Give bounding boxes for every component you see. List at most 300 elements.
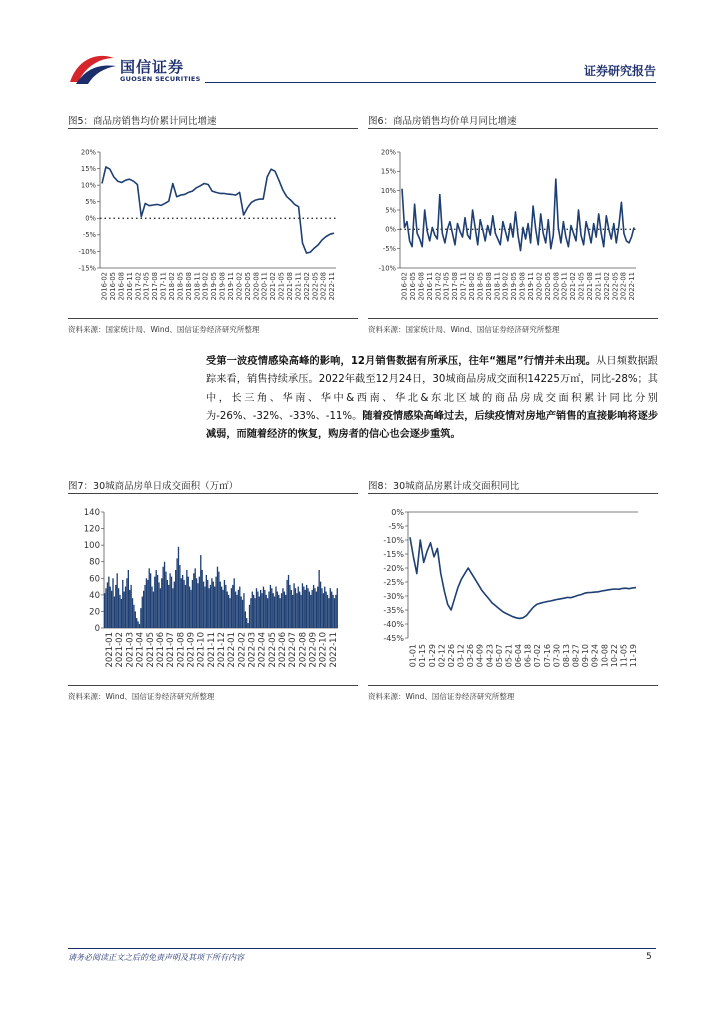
fig7-source: 资料来源：Wind、国信证券经济研究所整理 xyxy=(68,692,215,701)
fig5-title-rule xyxy=(68,128,358,129)
fig6-chart xyxy=(368,140,658,310)
chart-fig7-bar xyxy=(281,593,282,628)
chart-fig7-xtick-label: 2022-04 xyxy=(257,632,268,668)
chart-fig7-bar xyxy=(242,600,243,628)
chart-fig8-xtick-label: 11-19 xyxy=(629,644,639,668)
chart-fig7-bar xyxy=(210,585,211,628)
chart-fig7-bar xyxy=(122,580,123,628)
chart-fig7-bar xyxy=(181,578,182,628)
chart-fig7-bar xyxy=(206,575,207,628)
chart-fig7-bar xyxy=(317,587,318,628)
chart-fig7-bar xyxy=(137,621,138,628)
chart-fig7-bar xyxy=(335,595,336,628)
chart-fig6-xtick-label: 2016-11 xyxy=(425,272,434,301)
chart-fig5-xtick-label: 2019-05 xyxy=(210,272,219,301)
chart-fig7-xtick-label: 2022-02 xyxy=(237,632,248,668)
chart-fig7-bar xyxy=(239,587,240,628)
chart-fig7-bar xyxy=(218,572,219,628)
chart-fig7-bar xyxy=(150,573,151,628)
chart-fig5-ytick-label: 0% xyxy=(85,214,96,223)
chart-fig7-bar xyxy=(174,582,175,628)
chart-fig7-xtick-label: 2022-07 xyxy=(288,632,299,668)
chart-fig7-bar xyxy=(260,590,261,628)
paragraph-conclusion: 随着疫情感染高峰过去，后续疫情对房地产销售的直接影响将逐步减弱，而随着经济的恢复，购房者的信心也会逐步重筑。 xyxy=(206,410,659,441)
chart-fig7-bar xyxy=(133,605,134,628)
chart-fig7-bar xyxy=(263,587,264,628)
chart-fig7-bar xyxy=(215,577,216,628)
chart-fig7-bar xyxy=(114,597,115,628)
chart-fig7-bar xyxy=(313,585,314,628)
chart-fig7-bar xyxy=(273,593,274,628)
chart-fig7-bar xyxy=(207,580,208,628)
chart-fig8-xtick-label: 05-07 xyxy=(494,644,504,668)
chart-fig7-bar xyxy=(310,595,311,628)
chart-fig7-bar xyxy=(334,598,335,628)
fig5-source: 资料来源：国家统计局、Wind、国信证券经济研究所整理 xyxy=(68,325,260,334)
chart-fig5-xtick-label: 2021-02 xyxy=(269,272,278,301)
chart-fig7-xtick-label: 2021-06 xyxy=(155,632,166,668)
chart-fig5-xtick-label: 2016-08 xyxy=(117,272,126,301)
chart-fig8-xtick-label: 01-15 xyxy=(418,644,428,668)
chart-fig7-bar xyxy=(306,585,307,628)
chart-fig7-bar xyxy=(305,590,306,628)
chart-fig7-bar xyxy=(280,598,281,628)
chart-fig7-bar xyxy=(259,597,260,628)
fig5-bottom-rule xyxy=(68,318,358,319)
chart-fig7-xtick-label: 2021-04 xyxy=(135,632,146,668)
chart-fig7-bar xyxy=(202,570,203,628)
chart-fig5-xtick-label: 2022-05 xyxy=(311,272,320,301)
chart-fig7-xtick-label: 2021-02 xyxy=(115,632,126,668)
chart-fig7-bar xyxy=(147,580,148,628)
chart-fig7-bar xyxy=(185,585,186,628)
fig5-chart xyxy=(68,140,358,310)
chart-fig7-xtick-label: 2021-12 xyxy=(216,632,227,668)
chart-fig8-xtick-label: 04-23 xyxy=(485,644,495,668)
chart-fig7-bar xyxy=(214,587,215,628)
fig7-chart xyxy=(68,500,358,678)
chart-fig7-bar xyxy=(112,578,113,628)
chart-fig7-bar xyxy=(163,567,164,628)
chart-fig7-bar xyxy=(246,618,247,628)
chart-fig6-xtick-label: 2022-05 xyxy=(611,272,620,301)
chart-fig8-xtick-label: 04-09 xyxy=(475,644,485,668)
page-number: 5 xyxy=(646,952,652,962)
chart-fig5-xtick-label: 2021-05 xyxy=(277,272,286,301)
chart-fig7-bar xyxy=(275,587,276,628)
chart-fig7-bar xyxy=(164,562,165,628)
chart-fig7-bar xyxy=(303,587,304,628)
chart-fig7-bar xyxy=(104,593,105,628)
chart-fig7-bar xyxy=(161,578,162,628)
chart-fig7-bar xyxy=(110,587,111,628)
chart-fig8-ytick-label: -45% xyxy=(383,633,404,643)
chart-fig7-bar xyxy=(220,582,221,628)
chart-fig8-xtick-label: 05-21 xyxy=(504,644,514,668)
chart-fig5-xtick-label: 2022-08 xyxy=(319,272,328,301)
chart-fig7-bar xyxy=(254,598,255,628)
chart-fig7-bar xyxy=(267,598,268,628)
chart-fig7-bar xyxy=(293,583,294,628)
chart-fig5-xtick-label: 2018-08 xyxy=(184,272,193,301)
chart-fig7-ytick-label: 100 xyxy=(83,541,100,552)
chart-fig8-xtick-label: 03-26 xyxy=(466,644,476,668)
chart-fig7-xtick-label: 2022-11 xyxy=(328,632,339,668)
chart-fig7-bar xyxy=(154,577,155,628)
chart-fig7-bar xyxy=(337,588,338,628)
chart-fig7-bar xyxy=(316,592,317,628)
chart-fig7-bar xyxy=(291,590,292,628)
chart-fig7-xtick-label: 2022-05 xyxy=(267,632,278,668)
fig7-title-rule xyxy=(68,493,358,494)
chart-fig8-xtick-label: 01-29 xyxy=(427,644,437,668)
fig8-bottom-rule xyxy=(368,685,658,686)
chart-fig7-bar xyxy=(199,577,200,628)
chart-fig7-bar xyxy=(320,582,321,628)
chart-fig7-bar xyxy=(235,592,236,628)
chart-fig7-bar xyxy=(268,592,269,628)
paragraph-body: 从日频数据跟踪来看，销售持续承压。2022年截至12月24日，30城商品房成交面积14225万㎡，同比-28%；其中，长三角、华南、华中&西南、华北&东北区域的商品房成交面积累计同比分别为-26%、-32%、-33%、-11%。 xyxy=(206,356,658,422)
chart-fig7-bar xyxy=(250,598,251,628)
footer-disclaimer: 请务必阅读正文之后的免责声明及其项下所有内容 xyxy=(68,953,244,962)
chart-fig7-bar xyxy=(186,570,187,628)
chart-fig6-xtick-label: 2020-05 xyxy=(543,272,552,301)
chart-fig8-series-line xyxy=(410,537,636,618)
chart-fig7-bar xyxy=(105,588,106,628)
chart-fig7-bar xyxy=(158,582,159,628)
chart-fig8-xtick-label: 10-08 xyxy=(600,644,610,668)
chart-fig7-bar xyxy=(257,592,258,628)
chart-fig8-xtick-label: 07-30 xyxy=(552,644,562,668)
chart-fig7-bar xyxy=(176,558,177,628)
chart-fig7-bar xyxy=(151,587,152,628)
chart-fig7-bar xyxy=(124,592,125,628)
chart-fig5-xtick-label: 2021-08 xyxy=(286,272,295,301)
chart-fig5-xtick-label: 2018-05 xyxy=(176,272,185,301)
chart-fig6-xtick-label: 2020-02 xyxy=(535,272,544,301)
chart-fig8-xtick-label: 11-05 xyxy=(619,644,629,668)
chart-fig7-bar xyxy=(143,591,144,628)
chart-fig7-bar xyxy=(247,623,248,628)
chart-fig7-bar xyxy=(217,567,218,628)
chart-fig6-xtick-label: 2016-02 xyxy=(400,272,409,301)
chart-fig7-bar xyxy=(171,577,172,628)
chart-fig6-xtick-label: 2017-02 xyxy=(434,272,443,301)
chart-fig7-bar xyxy=(253,595,254,628)
chart-fig8-xtick-label: 10-22 xyxy=(609,644,619,668)
chart-fig7-bar xyxy=(231,588,232,628)
chart-fig7-bar xyxy=(312,590,313,628)
chart-fig8-ytick-label: -35% xyxy=(383,605,404,615)
chart-fig5-ytick-label: 15% xyxy=(80,164,96,173)
chart-fig8-xtick-label: 09-10 xyxy=(581,644,591,668)
guosen-logo-icon xyxy=(68,52,118,86)
chart-fig8-xtick-label: 08-13 xyxy=(561,644,571,668)
chart-fig7-xtick-label: 2022-03 xyxy=(247,632,258,668)
chart-fig7-bar xyxy=(182,575,183,628)
chart-fig5-ytick-label: 5% xyxy=(85,198,96,207)
chart-fig7-bar xyxy=(243,593,244,628)
fig5-title: 图5：商品房销售均价累计同比增速 xyxy=(68,116,217,127)
chart-fig7-ytick-label: 20 xyxy=(89,607,100,618)
chart-fig8-xtick-label: 06-04 xyxy=(514,644,524,668)
chart-fig7-bar xyxy=(295,588,296,628)
chart-fig6-xtick-label: 2017-11 xyxy=(459,272,468,301)
chart-fig7-bar xyxy=(178,547,179,628)
chart-fig7-xtick-label: 2021-01 xyxy=(105,632,116,668)
chart-fig7-bar xyxy=(157,575,158,628)
chart-fig6-xtick-label: 2017-05 xyxy=(442,272,451,301)
chart-fig7-xtick-label: 2021-03 xyxy=(125,632,136,668)
chart-fig7-xtick-label: 2021-05 xyxy=(145,632,156,668)
footer-divider xyxy=(68,948,656,949)
chart-fig5-xtick-label: 2017-05 xyxy=(142,272,151,301)
chart-fig5-xtick-label: 2019-02 xyxy=(201,272,210,301)
chart-fig8-ytick-label: 0% xyxy=(391,507,404,517)
chart-fig6-ytick-label: -5% xyxy=(382,245,396,254)
chart-fig7-bar xyxy=(108,577,109,628)
report-type-label: 证券研究报告 xyxy=(583,64,656,78)
chart-fig7-bar xyxy=(175,570,176,628)
chart-fig6-xtick-label: 2021-08 xyxy=(586,272,595,301)
chart-fig7-bar xyxy=(190,590,191,628)
chart-fig7-bar xyxy=(189,587,190,628)
chart-fig7-bar xyxy=(118,588,119,628)
chart-fig7-bar xyxy=(277,592,278,628)
chart-fig5-xtick-label: 2016-05 xyxy=(109,272,118,301)
chart-fig6-xtick-label: 2018-11 xyxy=(493,272,502,301)
chart-fig6-xtick-label: 2019-05 xyxy=(510,272,519,301)
chart-fig7-bar xyxy=(309,592,310,628)
page-header xyxy=(68,44,656,89)
chart-fig6-ytick-label: 20% xyxy=(380,148,396,157)
chart-fig7-bar xyxy=(144,585,145,628)
chart-fig5-series-line xyxy=(102,167,334,253)
chart-fig7-bar xyxy=(229,598,230,628)
chart-fig6-xtick-label: 2016-08 xyxy=(417,272,426,301)
chart-fig7-bar xyxy=(224,580,225,628)
chart-fig7-bar xyxy=(296,593,297,628)
chart-fig7-bar xyxy=(146,578,147,628)
chart-fig7-bar xyxy=(115,585,116,628)
guosen-logo xyxy=(68,52,208,86)
chart-fig7-bar xyxy=(195,568,196,628)
chart-fig7-bar xyxy=(126,578,127,628)
chart-fig6-xtick-label: 2021-11 xyxy=(594,272,603,301)
chart-fig7-bar xyxy=(167,580,168,628)
chart-fig7-bar xyxy=(225,585,226,628)
chart-fig5-ytick-label: 20% xyxy=(80,148,96,157)
chart-fig7-xtick-label: 2022-06 xyxy=(278,632,289,668)
chart-fig7-bar xyxy=(169,573,170,628)
chart-fig8-xtick-label: 09-24 xyxy=(590,644,600,668)
chart-fig7-bar xyxy=(292,595,293,628)
chart-fig7-bar xyxy=(278,595,279,628)
chart-fig6-xtick-label: 2021-05 xyxy=(577,272,586,301)
chart-fig7-bar xyxy=(135,611,136,628)
chart-fig7-bar xyxy=(323,593,324,628)
chart-fig8-xtick-label: 02-26 xyxy=(446,644,456,668)
chart-fig7-xtick-label: 2021-10 xyxy=(196,632,207,668)
chart-fig7-bar xyxy=(261,593,262,628)
chart-fig7-bar xyxy=(204,587,205,628)
chart-fig7-bar xyxy=(264,590,265,628)
chart-fig5-ytick-label: -5% xyxy=(82,231,96,240)
chart-fig6-ytick-label: 0% xyxy=(385,225,396,234)
chart-fig6-xtick-label: 2018-02 xyxy=(468,272,477,301)
chart-fig7-bar xyxy=(300,595,301,628)
chart-fig6-xtick-label: 2017-08 xyxy=(451,272,460,301)
body-paragraph xyxy=(206,353,658,444)
chart-fig5-xtick-label: 2021-11 xyxy=(294,272,303,301)
chart-fig6-xtick-label: 2022-11 xyxy=(628,272,637,301)
chart-fig7-bar xyxy=(196,578,197,628)
chart-fig7-bar xyxy=(328,598,329,628)
chart-fig7-bar xyxy=(256,588,257,628)
chart-fig8-ytick-label: -40% xyxy=(383,619,404,629)
chart-fig7-bar xyxy=(107,582,108,628)
fig8-chart xyxy=(368,500,658,678)
chart-fig7-xtick-label: 2022-10 xyxy=(318,632,329,668)
chart-fig7-bar xyxy=(160,588,161,628)
chart-fig7-bar xyxy=(274,597,275,628)
chart-fig7-bar xyxy=(332,595,333,628)
chart-fig8-ytick-label: -5% xyxy=(388,521,404,531)
chart-fig6-ytick-label: 15% xyxy=(380,167,396,176)
chart-fig7-bar xyxy=(149,568,150,628)
chart-fig7-bar xyxy=(288,575,289,628)
fig7-title: 图7：30城商品房单日成交面积（万㎡） xyxy=(68,481,239,492)
chart-fig6-xtick-label: 2019-02 xyxy=(501,272,510,301)
chart-fig7-bar xyxy=(319,570,320,628)
chart-fig8-ytick-label: -20% xyxy=(383,563,404,573)
chart-fig7-ytick-label: 60 xyxy=(89,574,100,585)
chart-fig7-bar xyxy=(117,573,118,628)
chart-fig5-xtick-label: 2020-11 xyxy=(260,272,269,301)
chart-fig7-bar xyxy=(227,592,228,628)
chart-fig7-bar xyxy=(136,618,137,628)
chart-fig7-bar xyxy=(241,597,242,628)
chart-fig7-bar xyxy=(249,605,250,628)
chart-fig5-xtick-label: 2020-08 xyxy=(252,272,261,301)
chart-fig7-bar xyxy=(168,585,169,628)
chart-fig5-xtick-label: 2019-11 xyxy=(227,272,236,301)
chart-fig5-xtick-label: 2018-02 xyxy=(168,272,177,301)
chart-fig7-bar xyxy=(183,580,184,628)
chart-fig7-bar xyxy=(228,595,229,628)
chart-fig7-bar xyxy=(222,590,223,628)
chart-fig7-ytick-label: 40 xyxy=(89,590,100,601)
chart-fig7-ytick-label: 120 xyxy=(83,524,100,535)
chart-fig7-bar xyxy=(325,592,326,628)
header-divider xyxy=(205,82,656,83)
chart-fig7-bar xyxy=(314,588,315,628)
chart-fig6-xtick-label: 2018-05 xyxy=(476,272,485,301)
chart-fig5-xtick-label: 2020-02 xyxy=(235,272,244,301)
chart-fig5-xtick-label: 2016-11 xyxy=(125,272,134,301)
chart-fig8-xtick-label: 02-12 xyxy=(437,644,447,668)
chart-fig7-bar xyxy=(213,582,214,628)
chart-fig7-bar xyxy=(211,578,212,628)
chart-fig7-bar xyxy=(282,588,283,628)
chart-fig7-bar xyxy=(245,611,246,628)
chart-fig5-xtick-label: 2017-11 xyxy=(159,272,168,301)
chart-fig7-bar xyxy=(221,587,222,628)
logo-text-cn: 国信证券 xyxy=(120,58,185,76)
chart-fig5-ytick-label: 10% xyxy=(80,181,96,190)
chart-fig6-xtick-label: 2022-02 xyxy=(602,272,611,301)
chart-fig7-bar xyxy=(156,570,157,628)
chart-fig7-bar xyxy=(172,588,173,628)
chart-fig7-xtick-label: 2022-08 xyxy=(298,632,309,668)
chart-fig8-xtick-label: 01-01 xyxy=(408,644,418,668)
chart-fig5-xtick-label: 2017-02 xyxy=(134,272,143,301)
chart-fig7-bar xyxy=(139,624,140,628)
chart-fig7-bar xyxy=(121,599,122,628)
chart-fig8-xtick-label: 06-18 xyxy=(523,644,533,668)
chart-fig7-bar xyxy=(232,585,233,628)
chart-fig6-xtick-label: 2020-08 xyxy=(552,272,561,301)
chart-fig7-bar xyxy=(285,595,286,628)
chart-fig8-ytick-label: -15% xyxy=(383,549,404,559)
chart-fig8-xtick-label: 03-12 xyxy=(456,644,466,668)
chart-fig7-bar xyxy=(203,582,204,628)
chart-fig7-bar xyxy=(129,590,130,628)
chart-fig7-bar xyxy=(200,555,201,628)
chart-fig5-xtick-label: 2022-11 xyxy=(328,272,337,301)
chart-fig7-bar xyxy=(252,592,253,628)
chart-fig7-bar xyxy=(324,587,325,628)
chart-fig7-bar xyxy=(238,590,239,628)
fig6-bottom-rule xyxy=(368,318,658,319)
chart-fig7-bar xyxy=(307,588,308,628)
chart-fig7-bar xyxy=(153,592,154,628)
chart-fig7-xtick-label: 2022-09 xyxy=(308,632,319,668)
chart-fig7-ytick-label: 80 xyxy=(89,557,100,568)
chart-fig7-ytick-label: 0 xyxy=(94,623,100,634)
chart-fig7-bar xyxy=(299,592,300,628)
chart-fig6-ytick-label: 5% xyxy=(385,206,396,215)
chart-fig8-ytick-label: -25% xyxy=(383,577,404,587)
chart-fig7-bar xyxy=(321,588,322,628)
chart-fig7-bar xyxy=(132,598,133,628)
chart-fig7-bar xyxy=(192,580,193,628)
chart-fig7-xtick-label: 2021-07 xyxy=(166,632,177,668)
chart-fig5-xtick-label: 2019-08 xyxy=(218,272,227,301)
chart-fig7-bar xyxy=(130,585,131,628)
chart-fig7-bar xyxy=(271,588,272,628)
chart-fig5-xtick-label: 2020-05 xyxy=(243,272,252,301)
paragraph-lead: 受第一波疫情感染高峰的影响，12月销售数据有所承压，往年“翘尾”行情并未出现。 xyxy=(206,356,597,367)
chart-fig7-bar xyxy=(234,578,235,628)
chart-fig6-xtick-label: 2019-08 xyxy=(518,272,527,301)
fig7-bottom-rule xyxy=(68,685,358,686)
fig6-title: 图6：商品房销售均价单月同比增速 xyxy=(368,116,517,127)
chart-fig6-ytick-label: 10% xyxy=(380,187,396,196)
chart-fig7-ytick-label: 140 xyxy=(83,507,100,518)
chart-fig7-bar xyxy=(142,597,143,628)
chart-fig7-xtick-label: 2021-11 xyxy=(206,632,217,668)
fig8-title: 图8：30城商品房累计成交面积同比 xyxy=(368,481,520,492)
chart-fig7-bar xyxy=(128,570,129,628)
chart-fig8-xtick-label: 07-02 xyxy=(533,644,543,668)
chart-fig6-xtick-label: 2018-08 xyxy=(484,272,493,301)
chart-fig5-xtick-label: 2016-02 xyxy=(100,272,109,301)
chart-fig7-xtick-label: 2021-09 xyxy=(186,632,197,668)
fig6-title-rule xyxy=(368,128,658,129)
chart-fig6-xtick-label: 2019-11 xyxy=(527,272,536,301)
chart-fig7-bar xyxy=(193,573,194,628)
